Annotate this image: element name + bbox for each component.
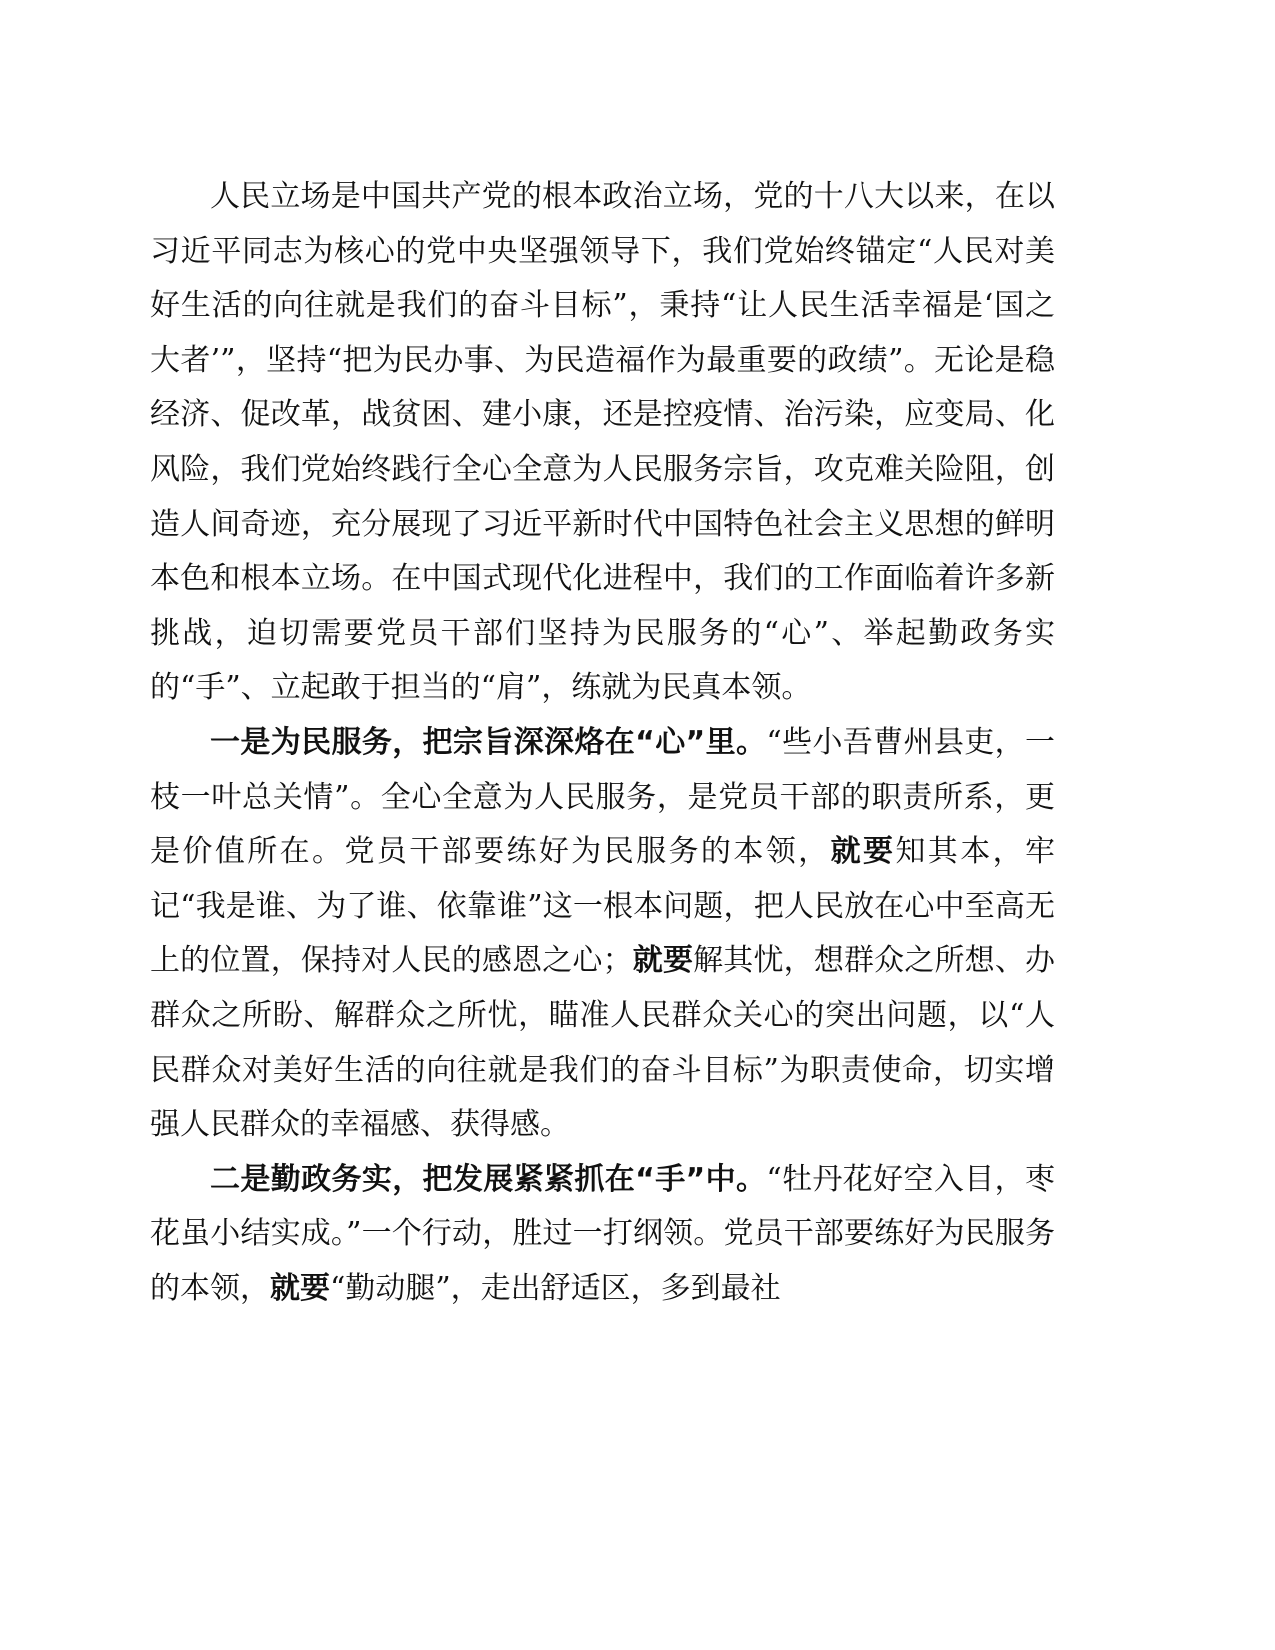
paragraph-text: “勤动腿”，走出舒适区，多到最社 bbox=[330, 1270, 781, 1306]
emphasis-text: 就要 bbox=[270, 1270, 330, 1306]
paragraph-point-one bbox=[150, 716, 1055, 1153]
paragraph-intro bbox=[150, 170, 1055, 716]
paragraph-text: 人民立场是中国共产党的根本政治立场，党的十八大以来，在以习近平同志为核心的党中央坚强领导下，我们党始终锚定“人民对美好生活的向往就是我们的奋斗目标”，秉持“让人民生活幸福是‘国之大者’”，坚持“把为民办事、为民造福作为最重要的政绩”。无论是稳经济、促改革，战贫困、建小康，还是控疫情、治污染，应变局、化风险，我们党始终践行全心全意为人民服务宗旨，攻克难关险阻，创造人间奇迹，充分展现了习近平新时代中国特色社会主义思想的鲜明本色和根本立场。在中国式现代化进程中，我们的工作面临着许多新挑战，迫切需要党员干部们坚持为民服务的“心”、举起勤政务实的“手”、立起敢于担当的“肩”，练就为民真本领。 bbox=[150, 179, 1055, 706]
paragraph-text: 解其忧，想群众之所想、办群众之所盼、解群众之所忧，瞄准人民群众关心的突出问题，以“人民群众对美好生活的向往就是我们的奋斗目标”为职责使命，切实增强人民群众的幸福感、获得感。 bbox=[150, 943, 1056, 1143]
paragraph-heading: 一是为民服务，把宗旨深深烙在“心”里。 bbox=[210, 724, 767, 760]
paragraph-text: 知其本，牢记“我是谁、为了谁、依靠谁”这一根本问题，把人民放在心中至高无上的位置，保持对人民的感恩之心； bbox=[150, 834, 1056, 979]
paragraph-text: “些小吾曹州县吏，一枝一叶总关情”。全心全意为人民服务，是党员干部的职责所系，更是价值所在。党员干部要练好为民服务的本领， bbox=[150, 724, 1055, 870]
document-page bbox=[150, 170, 1055, 1316]
emphasis-text: 就要 bbox=[830, 834, 896, 870]
paragraph-text: “牡丹花好空入目，枣花虽小结实成。”一个行动，胜过一打纲领。党员干部要练好为民服务的本领， bbox=[150, 1161, 1055, 1306]
paragraph-heading: 二是勤政务实，把发展紧紧抓在“手”中。 bbox=[210, 1161, 767, 1197]
emphasis-text: 就要 bbox=[632, 943, 694, 979]
paragraph-point-two bbox=[150, 1153, 1055, 1317]
